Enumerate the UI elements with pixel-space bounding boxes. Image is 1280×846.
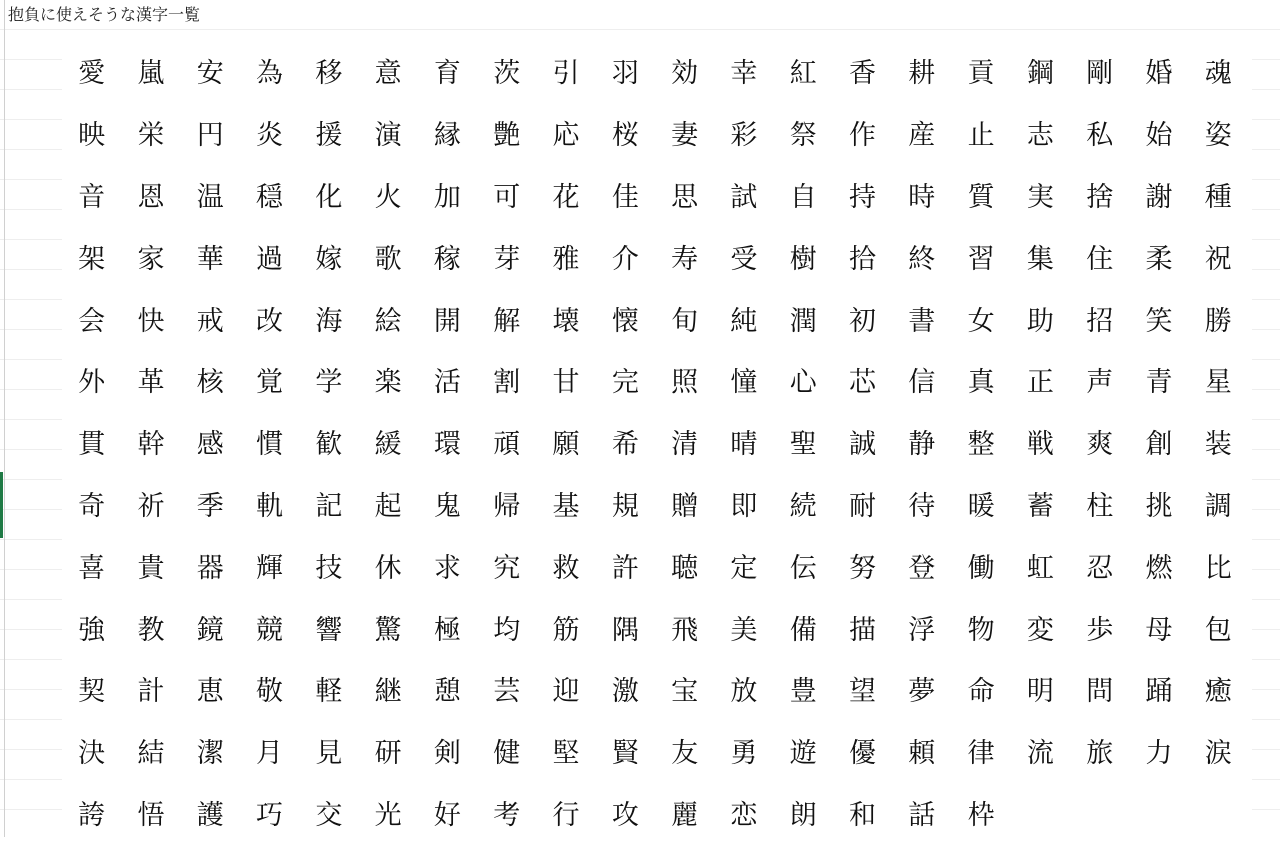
- kanji-cell[interactable]: 堅: [552, 738, 580, 770]
- kanji-cell[interactable]: 季: [196, 490, 224, 522]
- kanji-cell[interactable]: 教: [137, 614, 165, 646]
- kanji-cell[interactable]: 家: [137, 243, 165, 275]
- kanji-cell[interactable]: 笑: [1145, 305, 1173, 337]
- kanji-cell[interactable]: 描: [849, 614, 876, 646]
- kanji-cell[interactable]: 求: [433, 552, 461, 584]
- kanji-cell[interactable]: 柱: [1086, 490, 1114, 522]
- kanji-cell[interactable]: 円: [196, 120, 224, 152]
- kanji-cell[interactable]: 創: [1145, 429, 1173, 461]
- kanji-cell[interactable]: 問: [1086, 676, 1114, 708]
- kanji-cell[interactable]: 思: [671, 181, 699, 213]
- kanji-cell[interactable]: 護: [196, 799, 224, 831]
- kanji-cell[interactable]: 筋: [552, 614, 580, 646]
- kanji-cell[interactable]: 祝: [1204, 243, 1232, 275]
- kanji-cell[interactable]: 勝: [1204, 305, 1232, 337]
- kanji-cell[interactable]: 継: [374, 676, 402, 708]
- kanji-cell[interactable]: 桜: [611, 120, 639, 152]
- kanji-cell[interactable]: 飛: [671, 614, 699, 646]
- kanji-cell[interactable]: 規: [611, 490, 639, 522]
- kanji-cell[interactable]: 外: [78, 367, 106, 399]
- kanji-cell[interactable]: 婚: [1145, 58, 1173, 90]
- kanji-cell[interactable]: 革: [137, 367, 165, 399]
- kanji-cell[interactable]: 記: [315, 490, 343, 522]
- kanji-cell[interactable]: 穏: [256, 181, 284, 213]
- kanji-cell[interactable]: 彩: [730, 120, 758, 152]
- kanji-cell[interactable]: 助: [1026, 305, 1054, 337]
- kanji-cell[interactable]: 爽: [1086, 429, 1114, 461]
- kanji-cell[interactable]: 持: [849, 181, 876, 213]
- kanji-cell[interactable]: 許: [611, 552, 639, 584]
- kanji-cell[interactable]: 踊: [1145, 676, 1173, 708]
- kanji-cell[interactable]: 住: [1086, 243, 1114, 275]
- kanji-cell[interactable]: 明: [1026, 676, 1054, 708]
- kanji-cell[interactable]: 改: [256, 305, 284, 337]
- kanji-cell[interactable]: 援: [315, 120, 343, 152]
- kanji-cell[interactable]: 聴: [671, 552, 699, 584]
- kanji-cell[interactable]: 軽: [315, 676, 343, 708]
- kanji-cell[interactable]: 望: [849, 676, 876, 708]
- kanji-cell[interactable]: 友: [671, 738, 699, 770]
- kanji-cell[interactable]: 嵐: [137, 58, 165, 90]
- row-header-divider: [4, 0, 5, 837]
- kanji-cell[interactable]: 力: [1145, 738, 1173, 770]
- kanji-cell[interactable]: 受: [730, 243, 758, 275]
- kanji-cell[interactable]: 恩: [137, 181, 165, 213]
- kanji-cell[interactable]: 開: [433, 305, 461, 337]
- selection-marker: [0, 472, 3, 538]
- kanji-cell[interactable]: 頑: [493, 429, 521, 461]
- kanji-cell[interactable]: 妻: [671, 120, 699, 152]
- kanji-cell[interactable]: 優: [849, 738, 876, 770]
- kanji-cell[interactable]: 移: [315, 58, 343, 90]
- kanji-cell[interactable]: 雅: [552, 243, 580, 275]
- kanji-cell[interactable]: 佳: [611, 181, 639, 213]
- kanji-cell[interactable]: 会: [78, 305, 106, 337]
- kanji-cell[interactable]: 憩: [433, 676, 461, 708]
- kanji-cell[interactable]: 豊: [789, 676, 817, 708]
- kanji-cell[interactable]: 志: [1026, 120, 1054, 152]
- kanji-cell[interactable]: 正: [1026, 367, 1054, 399]
- kanji-cell[interactable]: 快: [137, 305, 165, 337]
- kanji-cell[interactable]: 栄: [137, 120, 165, 152]
- kanji-cell[interactable]: 温: [196, 181, 224, 213]
- kanji-cell[interactable]: 海: [315, 305, 343, 337]
- kanji-cell[interactable]: 技: [315, 552, 343, 584]
- kanji-cell[interactable]: 核: [196, 367, 224, 399]
- kanji-cell[interactable]: 恵: [196, 676, 224, 708]
- kanji-cell[interactable]: 鏡: [196, 614, 224, 646]
- kanji-cell[interactable]: 種: [1204, 181, 1232, 213]
- kanji-cell[interactable]: 耕: [908, 58, 936, 90]
- kanji-cell[interactable]: 静: [908, 429, 936, 461]
- kanji-cell[interactable]: 誠: [849, 429, 876, 461]
- kanji-cell[interactable]: 覚: [256, 367, 284, 399]
- kanji-cell[interactable]: 映: [78, 120, 106, 152]
- kanji-cell[interactable]: 歓: [315, 429, 343, 461]
- kanji-cell[interactable]: 加: [433, 181, 461, 213]
- kanji-cell[interactable]: 効: [671, 58, 699, 90]
- kanji-cell[interactable]: 戒: [196, 305, 224, 337]
- kanji-cell[interactable]: 奇: [78, 490, 106, 522]
- kanji-cell[interactable]: 作: [849, 120, 876, 152]
- kanji-cell[interactable]: 備: [789, 614, 817, 646]
- kanji-cell[interactable]: 希: [611, 429, 639, 461]
- kanji-cell[interactable]: 遊: [789, 738, 817, 770]
- kanji-grid: [62, 43, 1252, 846]
- kanji-cell[interactable]: 暖: [967, 490, 995, 522]
- kanji-cell[interactable]: 為: [256, 58, 284, 90]
- kanji-cell[interactable]: 女: [967, 305, 995, 337]
- kanji-cell[interactable]: 輝: [256, 552, 284, 584]
- kanji-cell[interactable]: 命: [967, 676, 995, 708]
- kanji-cell[interactable]: 戦: [1026, 429, 1054, 461]
- kanji-cell[interactable]: 幹: [137, 429, 165, 461]
- kanji-cell[interactable]: 環: [433, 429, 461, 461]
- kanji-cell[interactable]: 調: [1204, 490, 1232, 522]
- kanji-cell[interactable]: 可: [493, 181, 521, 213]
- kanji-cell[interactable]: 招: [1086, 305, 1114, 337]
- kanji-cell[interactable]: 楽: [374, 367, 402, 399]
- kanji-cell[interactable]: 寿: [671, 243, 699, 275]
- kanji-cell[interactable]: 初: [849, 305, 876, 337]
- kanji-cell[interactable]: 懐: [611, 305, 639, 337]
- kanji-cell[interactable]: 終: [908, 243, 936, 275]
- kanji-cell[interactable]: 信: [908, 367, 936, 399]
- kanji-cell[interactable]: 結: [137, 738, 165, 770]
- kanji-cell[interactable]: 始: [1145, 120, 1173, 152]
- kanji-cell[interactable]: 芸: [493, 676, 521, 708]
- kanji-cell[interactable]: 起: [374, 490, 402, 522]
- kanji-cell[interactable]: 浮: [908, 614, 936, 646]
- kanji-cell[interactable]: 演: [374, 120, 402, 152]
- kanji-cell[interactable]: 研: [374, 738, 402, 770]
- kanji-cell[interactable]: 介: [611, 243, 639, 275]
- kanji-cell[interactable]: 育: [433, 58, 461, 90]
- kanji-cell[interactable]: 挑: [1145, 490, 1173, 522]
- kanji-cell[interactable]: 止: [967, 120, 995, 152]
- kanji-cell[interactable]: 忍: [1086, 552, 1114, 584]
- kanji-cell[interactable]: 喜: [78, 552, 106, 584]
- kanji-cell[interactable]: 敬: [256, 676, 284, 708]
- kanji-cell[interactable]: 計: [137, 676, 165, 708]
- kanji-cell[interactable]: 燃: [1145, 552, 1173, 584]
- kanji-cell[interactable]: 試: [730, 181, 758, 213]
- kanji-cell[interactable]: 潤: [789, 305, 817, 337]
- kanji-cell[interactable]: 祈: [137, 490, 165, 522]
- kanji-cell[interactable]: 帰: [493, 490, 521, 522]
- kanji-cell[interactable]: 蓄: [1026, 490, 1054, 522]
- kanji-cell[interactable]: 変: [1026, 614, 1054, 646]
- kanji-cell[interactable]: 真: [967, 367, 995, 399]
- kanji-cell[interactable]: 誇: [78, 799, 106, 831]
- kanji-cell[interactable]: 夢: [908, 676, 936, 708]
- kanji-cell[interactable]: 虹: [1026, 552, 1054, 584]
- kanji-cell[interactable]: 律: [967, 738, 995, 770]
- kanji-cell[interactable]: 産: [908, 120, 936, 152]
- kanji-cell[interactable]: 芽: [493, 243, 521, 275]
- kanji-cell[interactable]: 慣: [256, 429, 284, 461]
- kanji-cell[interactable]: 悟: [137, 799, 165, 831]
- kanji-cell[interactable]: 憧: [730, 367, 758, 399]
- kanji-cell[interactable]: 樹: [789, 243, 817, 275]
- kanji-cell[interactable]: 縁: [433, 120, 461, 152]
- kanji-cell[interactable]: 好: [433, 799, 461, 831]
- kanji-cell[interactable]: 救: [552, 552, 580, 584]
- kanji-cell[interactable]: 香: [849, 58, 876, 90]
- kanji-cell[interactable]: 活: [433, 367, 461, 399]
- kanji-cell[interactable]: 賢: [611, 738, 639, 770]
- kanji-cell[interactable]: 星: [1204, 367, 1232, 399]
- kanji-cell[interactable]: 晴: [730, 429, 758, 461]
- kanji-cell[interactable]: 習: [967, 243, 995, 275]
- kanji-cell[interactable]: 麗: [671, 799, 699, 831]
- kanji-cell[interactable]: 軌: [256, 490, 284, 522]
- kanji-cell[interactable]: 謝: [1145, 181, 1173, 213]
- kanji-cell[interactable]: 光: [374, 799, 402, 831]
- kanji-cell[interactable]: 貴: [137, 552, 165, 584]
- kanji-cell[interactable]: 清: [671, 429, 699, 461]
- kanji-cell[interactable]: 化: [315, 181, 343, 213]
- kanji-cell[interactable]: 安: [196, 58, 224, 90]
- kanji-cell[interactable]: 癒: [1204, 676, 1232, 708]
- kanji-cell[interactable]: 旬: [671, 305, 699, 337]
- kanji-cell[interactable]: 旅: [1086, 738, 1114, 770]
- kanji-cell[interactable]: 意: [374, 58, 402, 90]
- kanji-cell[interactable]: 学: [315, 367, 343, 399]
- kanji-cell[interactable]: 整: [967, 429, 995, 461]
- kanji-cell[interactable]: 拾: [849, 243, 876, 275]
- kanji-cell[interactable]: 響: [315, 614, 343, 646]
- kanji-cell[interactable]: 驚: [374, 614, 402, 646]
- kanji-cell[interactable]: 強: [78, 614, 106, 646]
- kanji-cell[interactable]: 母: [1145, 614, 1173, 646]
- kanji-cell[interactable]: 音: [78, 181, 106, 213]
- kanji-cell[interactable]: 装: [1204, 429, 1232, 461]
- kanji-cell[interactable]: 茨: [493, 58, 521, 90]
- kanji-cell[interactable]: 鋼: [1026, 58, 1054, 90]
- kanji-cell[interactable]: 努: [849, 552, 876, 584]
- kanji-cell[interactable]: 物: [967, 614, 995, 646]
- kanji-cell[interactable]: 美: [730, 614, 758, 646]
- kanji-cell[interactable]: 均: [493, 614, 521, 646]
- kanji-cell[interactable]: 割: [493, 367, 521, 399]
- kanji-cell[interactable]: 迎: [552, 676, 580, 708]
- kanji-cell[interactable]: 贈: [671, 490, 699, 522]
- kanji-cell[interactable]: 純: [730, 305, 758, 337]
- kanji-cell[interactable]: 架: [78, 243, 106, 275]
- kanji-cell[interactable]: 放: [730, 676, 758, 708]
- kanji-cell[interactable]: 激: [611, 676, 639, 708]
- kanji-cell[interactable]: 鬼: [433, 490, 461, 522]
- kanji-cell[interactable]: 待: [908, 490, 936, 522]
- kanji-cell[interactable]: 決: [78, 738, 106, 770]
- kanji-cell[interactable]: 書: [908, 305, 936, 337]
- kanji-cell[interactable]: 炎: [256, 120, 284, 152]
- kanji-cell[interactable]: 祭: [789, 120, 817, 152]
- kanji-cell[interactable]: 競: [256, 614, 284, 646]
- kanji-cell[interactable]: 定: [730, 552, 758, 584]
- kanji-cell[interactable]: 質: [967, 181, 995, 213]
- kanji-cell[interactable]: 愛: [78, 58, 106, 90]
- kanji-cell[interactable]: 願: [552, 429, 580, 461]
- kanji-cell[interactable]: 稼: [433, 243, 461, 275]
- kanji-cell[interactable]: 幸: [730, 58, 758, 90]
- kanji-cell[interactable]: 青: [1145, 367, 1173, 399]
- kanji-cell[interactable]: 枠: [967, 799, 995, 831]
- kanji-cell[interactable]: 姿: [1204, 120, 1232, 152]
- kanji-cell[interactable]: 朗: [789, 799, 817, 831]
- kanji-cell[interactable]: 行: [552, 799, 580, 831]
- kanji-cell[interactable]: 自: [789, 181, 817, 213]
- kanji-cell[interactable]: 見: [315, 738, 343, 770]
- kanji-cell[interactable]: 基: [552, 490, 580, 522]
- kanji-cell[interactable]: 潔: [196, 738, 224, 770]
- kanji-cell[interactable]: 感: [196, 429, 224, 461]
- kanji-cell[interactable]: 華: [196, 243, 224, 275]
- kanji-cell[interactable]: 絵: [374, 305, 402, 337]
- kanji-cell[interactable]: 照: [671, 367, 699, 399]
- kanji-cell[interactable]: 考: [493, 799, 521, 831]
- kanji-cell[interactable]: 引: [552, 58, 580, 90]
- kanji-cell[interactable]: 器: [196, 552, 224, 584]
- kanji-cell[interactable]: 極: [433, 614, 461, 646]
- kanji-cell[interactable]: 貢: [967, 58, 995, 90]
- kanji-cell[interactable]: 完: [611, 367, 639, 399]
- kanji-cell[interactable]: 涙: [1204, 738, 1232, 770]
- kanji-cell[interactable]: 羽: [611, 58, 639, 90]
- kanji-cell[interactable]: 嫁: [315, 243, 343, 275]
- kanji-cell[interactable]: 魂: [1204, 58, 1232, 90]
- kanji-cell[interactable]: 健: [493, 738, 521, 770]
- kanji-cell[interactable]: 契: [78, 676, 106, 708]
- kanji-cell[interactable]: 和: [849, 799, 876, 831]
- kanji-cell[interactable]: 剛: [1086, 58, 1114, 90]
- kanji-cell[interactable]: 剣: [433, 738, 461, 770]
- kanji-cell[interactable]: 話: [908, 799, 936, 831]
- kanji-cell[interactable]: 声: [1086, 367, 1114, 399]
- sheet-title[interactable]: 抱負に使えそうな漢字一覧: [8, 5, 201, 24]
- kanji-cell[interactable]: 実: [1026, 181, 1054, 213]
- kanji-cell[interactable]: 流: [1026, 738, 1054, 770]
- kanji-cell[interactable]: 時: [908, 181, 936, 213]
- kanji-cell[interactable]: 登: [908, 552, 936, 584]
- kanji-cell[interactable]: 究: [493, 552, 521, 584]
- kanji-cell[interactable]: 聖: [789, 429, 817, 461]
- kanji-cell[interactable]: 艶: [493, 120, 521, 152]
- kanji-cell[interactable]: 耐: [849, 490, 876, 522]
- kanji-cell[interactable]: 隅: [611, 614, 639, 646]
- kanji-cell[interactable]: 恋: [730, 799, 758, 831]
- kanji-cell[interactable]: 月: [256, 738, 284, 770]
- kanji-cell[interactable]: 緩: [374, 429, 402, 461]
- kanji-cell[interactable]: 宝: [671, 676, 699, 708]
- kanji-cell[interactable]: 壊: [552, 305, 580, 337]
- kanji-cell[interactable]: 芯: [849, 367, 876, 399]
- kanji-cell[interactable]: 比: [1204, 552, 1232, 584]
- kanji-cell[interactable]: 歌: [374, 243, 402, 275]
- kanji-cell[interactable]: 勇: [730, 738, 758, 770]
- kanji-cell[interactable]: 休: [374, 552, 402, 584]
- kanji-cell[interactable]: 解: [493, 305, 521, 337]
- kanji-cell[interactable]: 捨: [1086, 181, 1114, 213]
- kanji-cell[interactable]: 紅: [789, 58, 817, 90]
- kanji-cell[interactable]: 貫: [78, 429, 106, 461]
- kanji-cell[interactable]: 過: [256, 243, 284, 275]
- kanji-cell[interactable]: 心: [789, 367, 817, 399]
- kanji-cell[interactable]: 交: [315, 799, 343, 831]
- kanji-cell[interactable]: 火: [374, 181, 402, 213]
- kanji-cell[interactable]: 歩: [1086, 614, 1114, 646]
- kanji-cell[interactable]: 私: [1086, 120, 1114, 152]
- kanji-cell[interactable]: 攻: [611, 799, 639, 831]
- kanji-cell[interactable]: 甘: [552, 367, 580, 399]
- kanji-cell[interactable]: 巧: [256, 799, 284, 831]
- kanji-cell[interactable]: 包: [1204, 614, 1232, 646]
- kanji-cell[interactable]: 頼: [908, 738, 936, 770]
- kanji-cell[interactable]: 集: [1026, 243, 1054, 275]
- kanji-cell[interactable]: 伝: [789, 552, 817, 584]
- kanji-cell[interactable]: 即: [730, 490, 758, 522]
- kanji-cell[interactable]: 柔: [1145, 243, 1173, 275]
- kanji-cell[interactable]: 続: [789, 490, 817, 522]
- kanji-cell[interactable]: 働: [967, 552, 995, 584]
- kanji-cell[interactable]: 応: [552, 120, 580, 152]
- kanji-cell[interactable]: 花: [552, 181, 580, 213]
